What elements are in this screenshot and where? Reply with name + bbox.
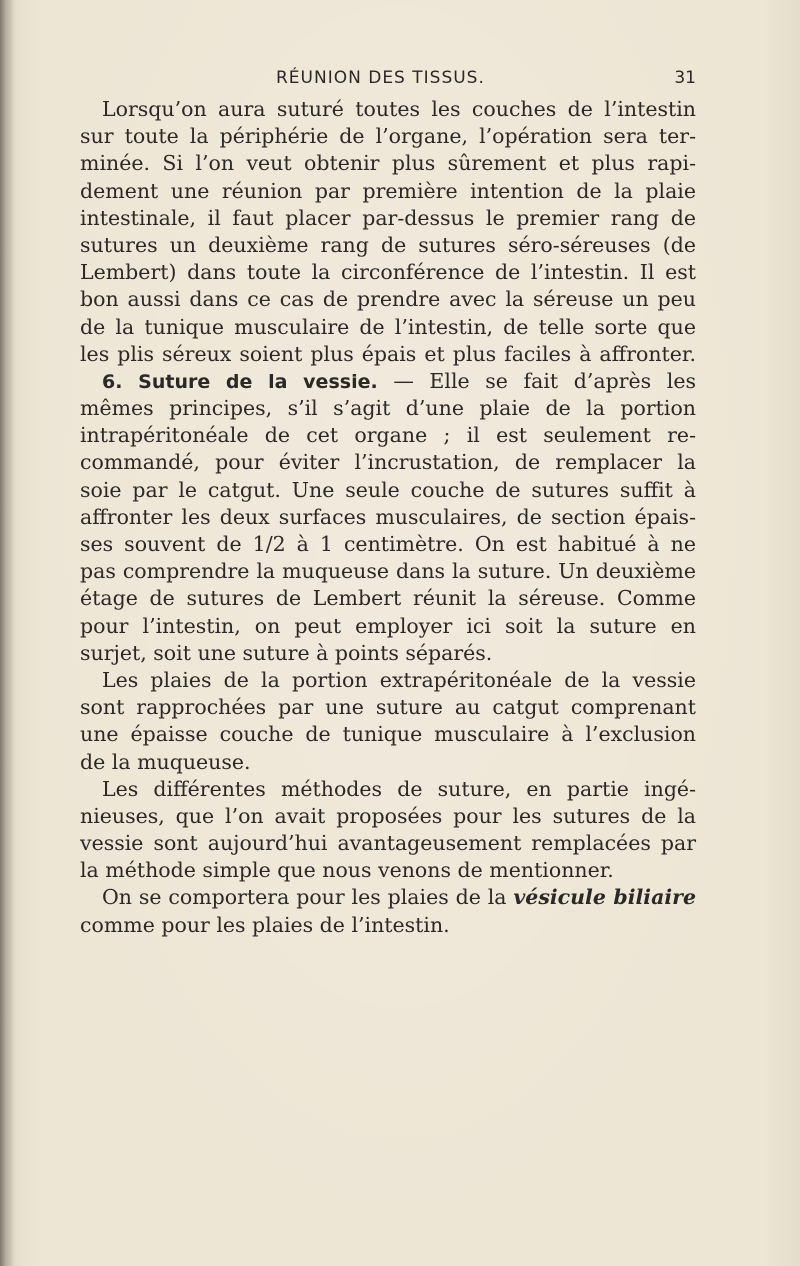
text-line: pour l’intestin, on peut employer ici soit la suture en <box>80 613 696 638</box>
text-line: de la muqueuse. <box>80 749 251 774</box>
text-line: la méthode simple que nous venons de mentionner. <box>80 858 614 883</box>
text-line: comme pour les plaies de l’intestin. <box>80 912 450 937</box>
text-line: les plis séreux soient plus épais et plus faciles à affronter. <box>80 341 696 366</box>
body-text <box>80 96 696 939</box>
text-line <box>80 884 696 911</box>
text-line: sur toute la périphérie de l’organe, l’opération sera ter- <box>80 124 696 149</box>
text-line: de la tunique musculaire de l’intestin, de telle sorte que <box>80 314 696 339</box>
page-header <box>80 62 696 92</box>
section-heading-line <box>80 368 696 395</box>
text-line: Lorsqu’on aura suturé toutes les couches de l’intestin <box>102 97 696 121</box>
running-title: RÉUNION DES TISSUS. <box>276 68 485 88</box>
text-line: Les différentes méthodes de suture, en partie ingé- <box>102 776 696 801</box>
section-heading: 6. Suture de la vessie. <box>102 370 378 393</box>
text-line: surjet, soit une suture à points séparés. <box>80 640 493 665</box>
text-line: sont rapprochées par une suture au catgut comprenant <box>80 695 696 720</box>
page-binding-edge <box>0 0 14 1266</box>
text-line: dement une réunion par première intention de la plaie <box>80 178 696 203</box>
text-line: étage de sutures de Lembert réunit la séreuse. Comme <box>80 586 696 611</box>
text-line: nieuses, que l’on avait proposées pour les sutures de la <box>80 803 696 828</box>
text-line: affronter les deux surfaces musculaires, de section épais- <box>80 504 696 529</box>
text-line: Lembert) dans toute la circonférence de l’intestin. Il est <box>80 260 696 285</box>
text-line: Les plaies de la portion extrapéritonéale de la vessie <box>102 667 696 692</box>
text-line: intrapéritonéale de cet organe ; il est seulement re- <box>80 423 696 448</box>
italic-term: vésicule biliaire <box>513 885 696 910</box>
page-number: 31 <box>674 68 696 88</box>
text-line: ses souvent de 1/2 à 1 centimètre. On est habitué à ne <box>80 532 696 556</box>
text-line: mêmes principes, s’il s’agit d’une plaie de la portion <box>80 396 696 421</box>
text-line-rest: — Elle se fait d’après les <box>393 368 696 393</box>
text-line: bon aussi dans ce cas de prendre avec la séreuse un peu <box>80 287 696 312</box>
text-line: vessie sont aujourd’hui avantageusement remplacées par <box>80 831 696 856</box>
text-line: sutures un deuxième rang de sutures séro-séreuses (de <box>80 232 696 257</box>
text-line: intestinale, il faut placer par-dessus le premier rang de <box>80 205 696 230</box>
text-line: pas comprendre la muqueuse dans la suture. Un deuxième <box>80 559 696 584</box>
text-line: une épaisse couche de tunique musculaire à l’exclusion <box>80 722 696 747</box>
text-line-prefix: On se comportera pour les plaies de la <box>102 885 507 910</box>
text-line: minée. Si l’on veut obtenir plus sûrement et plus rapi- <box>80 151 696 176</box>
text-line: commandé, pour éviter l’incrustation, de remplacer la <box>80 450 696 475</box>
text-line: soie par le catgut. Une seule couche de sutures suffit à <box>80 477 696 502</box>
